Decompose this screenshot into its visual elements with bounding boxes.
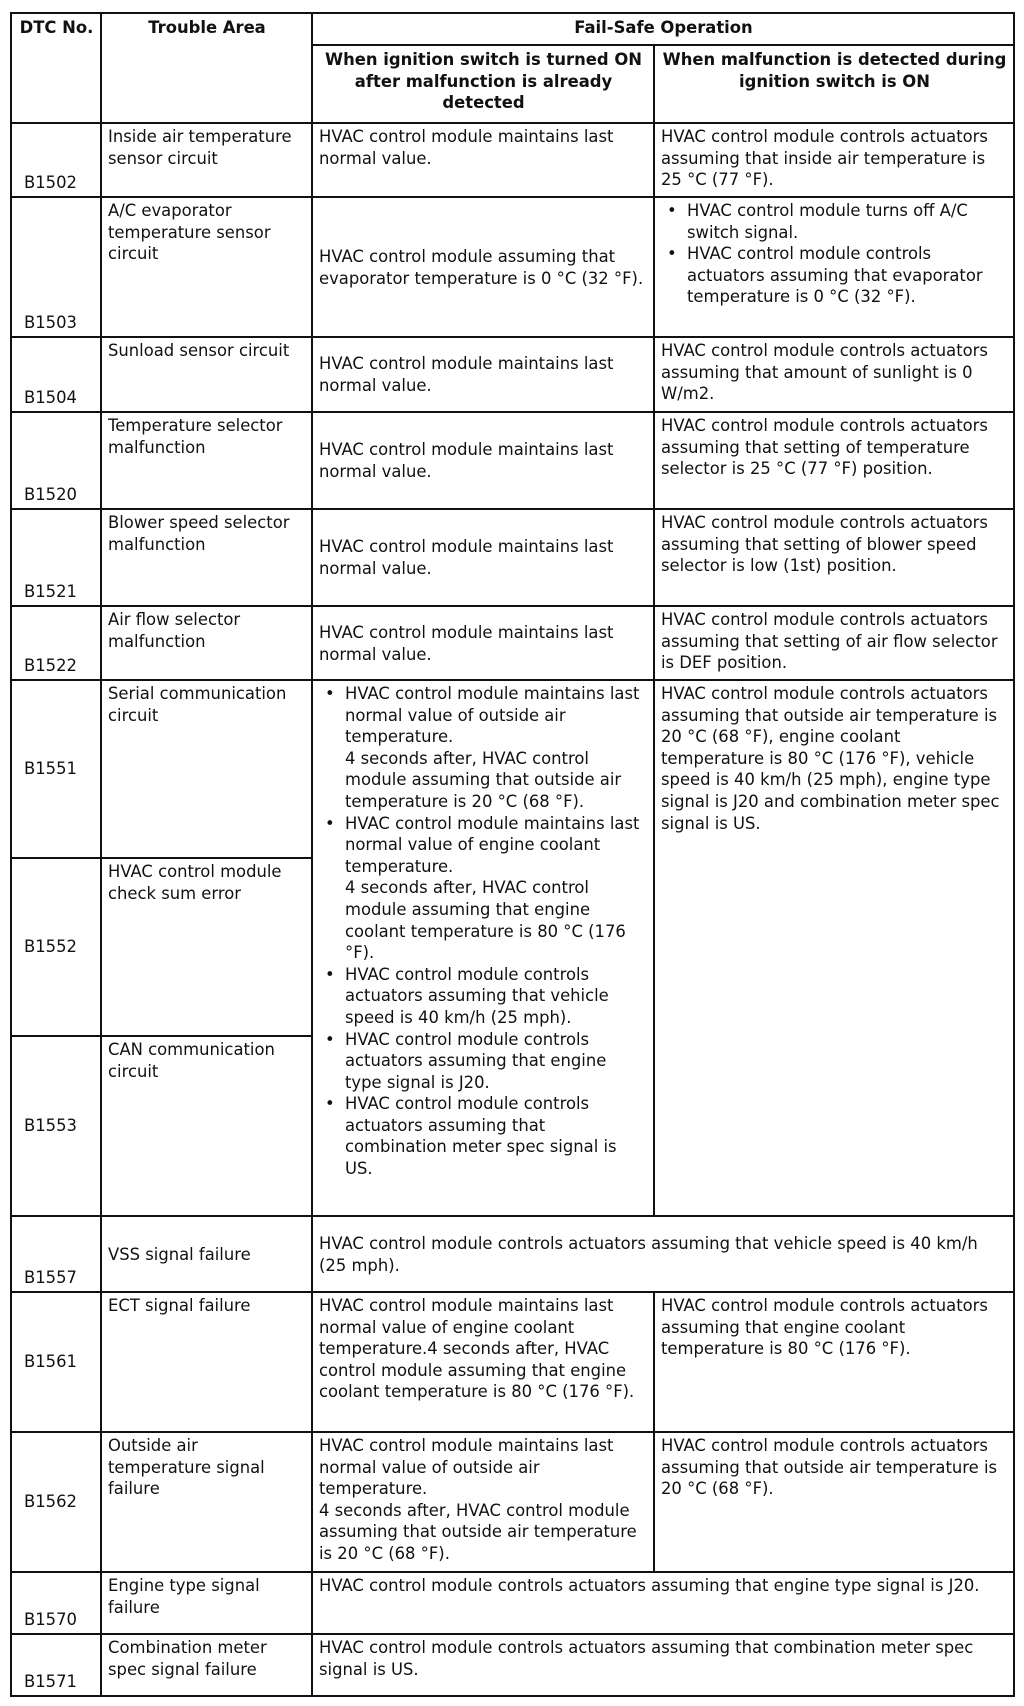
fail-safe-after: HVAC control module assuming that evaporator temperature is 0 °C (32 °F). — [312, 197, 654, 337]
list-item — [345, 813, 648, 964]
fail-safe-during: HVAC control module controls actuators assuming that setting of blower speed selector is low (1st) position. — [654, 509, 1014, 606]
table-row — [11, 509, 1014, 606]
document-page — [10, 12, 1015, 1697]
list-item — [345, 683, 648, 813]
fail-safe-combined: HVAC control module controls actuators assuming that engine type signal is J20. — [312, 1572, 1014, 1634]
fail-safe-after: HVAC control module maintains last normal value. — [312, 606, 654, 680]
fail-safe-combined: HVAC control module controls actuators assuming that combination meter spec signal is US. — [312, 1634, 1014, 1696]
bullet-list — [319, 683, 648, 1180]
dtc-code: B1553 — [11, 1036, 101, 1216]
fail-safe-table — [10, 12, 1015, 1697]
fail-safe-after: HVAC control module maintains last normal value of engine coolant temperature.4 seconds after, HVAC control module assuming that engine coolant temperature is 80 °C (176 °F). — [312, 1292, 654, 1432]
dtc-code: B1570 — [11, 1572, 101, 1634]
bullet-text: • HVAC control module controls actuators assuming that engine type signal is J20. — [345, 1029, 607, 1092]
fail-safe-during: HVAC control module controls actuators assuming that amount of sunlight is 0 W/m2. — [654, 337, 1014, 412]
list-item: • HVAC control module turns off A/C switch signal. — [687, 200, 1008, 243]
fail-safe-combined: HVAC control module controls actuators assuming that vehicle speed is 40 km/h (25 mph). — [312, 1216, 1014, 1292]
trouble-area: Temperature selector malfunction — [101, 412, 312, 509]
table-row — [11, 1292, 1014, 1432]
after-text: 4 seconds after, HVAC control module assuming that outside air temperature is 20 °C (68 °F). — [319, 1500, 637, 1563]
trouble-area: ECT signal failure — [101, 1292, 312, 1432]
table-row — [11, 412, 1014, 509]
bullet-text: • HVAC control module controls actuators assuming that combination meter spec signal is US. — [345, 1094, 617, 1179]
table-row — [11, 1634, 1014, 1696]
table-row — [11, 197, 1014, 337]
table-row — [11, 123, 1014, 197]
bullet-text: • HVAC control module maintains last normal value of engine coolant temperature. — [345, 813, 640, 876]
header-col-after-detected: When ignition switch is turned ON after malfunction is already detected — [312, 45, 654, 123]
trouble-area: Outside air temperature signal failure — [101, 1432, 312, 1572]
bullet-list — [661, 200, 1008, 308]
dtc-code: B1561 — [11, 1292, 101, 1432]
dtc-code: B1504 — [11, 337, 101, 412]
fail-safe-during — [654, 197, 1014, 337]
dtc-code: B1551 — [11, 680, 101, 858]
dtc-code: B1503 — [11, 197, 101, 337]
after-text: HVAC control module maintains last normal value of outside air temperature. — [319, 1436, 614, 1499]
dtc-code: B1520 — [11, 412, 101, 509]
trouble-area: Blower speed selector malfunction — [101, 509, 312, 606]
header-row — [11, 13, 1014, 45]
table-row — [11, 606, 1014, 680]
dtc-code: B1502 — [11, 123, 101, 197]
trouble-area: A/C evaporator temperature sensor circuit — [101, 197, 312, 337]
fail-safe-during: HVAC control module controls actuators assuming that inside air temperature is 25 °C (77 °F). — [654, 123, 1014, 197]
fail-safe-during: HVAC control module controls actuators assuming that setting of air flow selector is DEF position. — [654, 606, 1014, 680]
list-item — [345, 1093, 648, 1179]
fail-safe-after: HVAC control module maintains last normal value. — [312, 337, 654, 412]
bullet-text: • HVAC control module maintains last normal value of outside air temperature. — [345, 684, 640, 747]
header-col-during-on: When malfunction is detected during ignition switch is ON — [654, 45, 1014, 123]
fail-safe-during: HVAC control module controls actuators assuming that engine coolant temperature is 80 °C (176 °F). — [654, 1292, 1014, 1432]
list-item: • HVAC control module controls actuators assuming that evaporator temperature is 0 °C (32 °F). — [687, 243, 1008, 308]
header-dtc-no: DTC No. — [11, 13, 101, 123]
dtc-code: B1557 — [11, 1216, 101, 1292]
fail-safe-after: HVAC control module maintains last normal value. — [312, 123, 654, 197]
table-row — [11, 1216, 1014, 1292]
fail-safe-during: HVAC control module controls actuators assuming that setting of temperature selector is 25 °C (77 °F) position. — [654, 412, 1014, 509]
header-fail-safe: Fail-Safe Operation — [312, 13, 1014, 45]
trouble-area: Engine type signal failure — [101, 1572, 312, 1634]
dtc-code: B1521 — [11, 509, 101, 606]
dtc-code: B1571 — [11, 1634, 101, 1696]
table-row — [11, 337, 1014, 412]
table-row — [11, 1432, 1014, 1572]
dtc-code: B1552 — [11, 858, 101, 1036]
trouble-area: Air flow selector malfunction — [101, 606, 312, 680]
fail-safe-during: HVAC control module controls actuators assuming that outside air temperature is 20 °C (68 °F). — [654, 1432, 1014, 1572]
bullet-text: 4 seconds after, HVAC control module assuming that engine coolant temperature is 80 °C (176 °F). — [345, 878, 626, 963]
header-trouble-area: Trouble Area — [101, 13, 312, 123]
trouble-area: Sunload sensor circuit — [101, 337, 312, 412]
fail-safe-after — [312, 680, 654, 1216]
fail-safe-after — [312, 1432, 654, 1572]
trouble-area: Serial communication circuit — [101, 680, 312, 858]
fail-safe-after: HVAC control module maintains last normal value. — [312, 509, 654, 606]
dtc-code: B1562 — [11, 1432, 101, 1572]
trouble-area: CAN communication circuit — [101, 1036, 312, 1216]
fail-safe-after: HVAC control module maintains last normal value. — [312, 412, 654, 509]
trouble-area: HVAC control module check sum error — [101, 858, 312, 1036]
trouble-area: Combination meter spec signal failure — [101, 1634, 312, 1696]
trouble-area: VSS signal failure — [101, 1216, 312, 1292]
bullet-text: • HVAC control module controls actuators assuming that vehicle speed is 40 km/h (25 mph). — [345, 964, 609, 1027]
bullet-text: 4 seconds after, HVAC control module assuming that outside air temperature is 20 °C (68 °F). — [345, 748, 622, 811]
fail-safe-during: HVAC control module controls actuators assuming that outside air temperature is 20 °C (68 °F), engine coolant temperature is 80 °C (176 °F), vehicle speed is 40 km/h (25 mph), engine type signal is J20 and combination meter spec signal is US. — [654, 680, 1014, 1216]
list-item — [345, 1029, 648, 1094]
trouble-area: Inside air temperature sensor circuit — [101, 123, 312, 197]
list-item — [345, 964, 648, 1029]
dtc-code: B1522 — [11, 606, 101, 680]
table-row — [11, 1572, 1014, 1634]
table-row — [11, 680, 1014, 858]
